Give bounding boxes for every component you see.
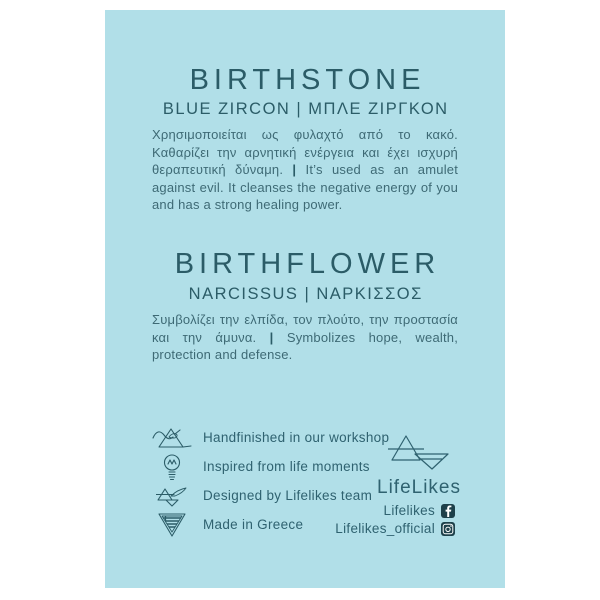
- feature-label: Made in Greece: [203, 517, 304, 532]
- feature-inspired: [151, 452, 389, 481]
- birthflower-description-english: Symbolizes hope, wealth, protection and defense.: [152, 329, 459, 362]
- birthflower-description-greek: Συμβολίζει την ελπίδα, τον πλούτο, την προστασία και την άμυνα.: [152, 312, 458, 345]
- birthstone-title: BIRTHSTONE: [189, 64, 426, 96]
- social-instagram-row: [335, 520, 455, 537]
- instagram-icon: [441, 522, 455, 536]
- social-block: [335, 502, 455, 538]
- lightbulb-icon: [151, 453, 193, 481]
- facebook-handle: Lifelikes: [383, 503, 435, 518]
- social-facebook-row: [335, 502, 455, 519]
- birthstone-subtitle: BLUE ZIRCON | ΜΠΛΕ ΖΙΡΓΚΟΝ: [162, 100, 449, 118]
- description-separator: |: [269, 329, 274, 345]
- description-separator: |: [292, 162, 297, 177]
- design-pencil-icon: [151, 482, 193, 510]
- handfinished-icon: [151, 424, 193, 452]
- feature-label: Inspired from life moments: [203, 459, 370, 474]
- feature-label: Designed by Lifelikes team: [203, 488, 373, 503]
- birthstone-description: [152, 126, 458, 214]
- birthflower-subtitle: NARCISSUS | ΝΑΡΚΙΣΣΟΣ: [188, 285, 423, 303]
- feature-label: Handfinished in our workshop: [203, 430, 390, 445]
- birthstone-description-greek: Χρησιμοποιείται ως φυλαχτό από το κακό. Καθαρίζει την αρνητική ενέργεια και έχει ισχυρή θεραπευτική δύναμη.: [152, 127, 458, 177]
- lifelikes-logo-icon: [388, 434, 450, 470]
- birthflower-description: [152, 311, 458, 364]
- feature-handfinished: [151, 423, 389, 452]
- instagram-handle: Lifelikes_official: [335, 521, 435, 536]
- facebook-icon: [441, 504, 455, 518]
- brand-name: LifeLikes: [377, 477, 461, 498]
- brand-block: [355, 434, 483, 499]
- greek-flag-triangle-icon: [151, 511, 193, 539]
- product-info-card: [105, 10, 505, 588]
- birthflower-title: BIRTHFLOWER: [174, 248, 441, 280]
- birthstone-description-english: It’s used as an amulet against evil. It cleanses the negative energy of you and has a strong healing power.: [152, 162, 459, 212]
